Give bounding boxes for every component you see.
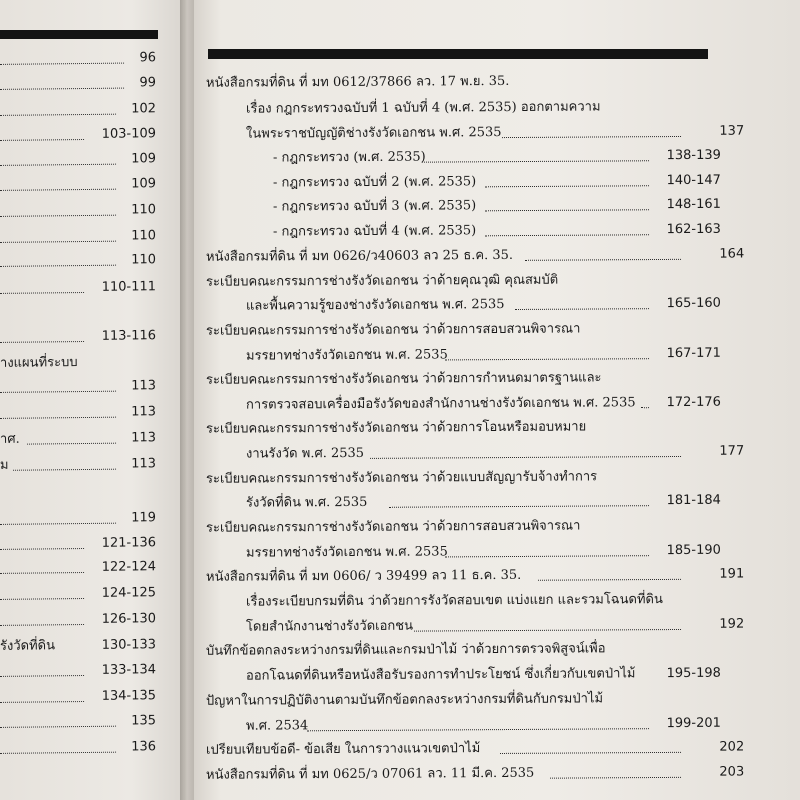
toc-entry — [206, 513, 784, 541]
leader-dots — [485, 185, 649, 187]
leader-dots — [0, 624, 84, 626]
toc-entry — [246, 94, 784, 121]
toc-entry-title: เปรียบเทียบข้อดี- ข้อเสีย ในการวางแนวเขตป่าไม้ — [205, 741, 481, 758]
toc-entry-page: 167-171 — [666, 345, 721, 362]
toc-entry-page: 164 — [719, 246, 745, 262]
toc-entry — [206, 365, 784, 393]
toc-entry-page: 140-147 — [666, 172, 721, 189]
leader-dots — [485, 234, 649, 236]
left-toc-entry — [0, 325, 170, 349]
left-entry-page: 113 — [131, 378, 157, 394]
toc-entry-title: หนังสือกรมที่ดิน ที่ มท 0606/ ว 39499 ลว 11 ธ.ค. 35. — [205, 567, 522, 585]
toc-entry-title: - กฎกระทรวง ฉบับที่ 3 (พ.ศ. 2535) — [272, 198, 477, 215]
left-entry-page: 136 — [131, 739, 157, 755]
toc-entry-title: หนังสือกรมที่ดิน ที่ มท 0626/ว40603 ลว 25 ธ.ค. 35. — [205, 247, 514, 265]
leader-dots — [0, 726, 116, 728]
left-toc-entry — [0, 375, 170, 399]
toc-entry — [206, 636, 784, 664]
left-toc-entry — [0, 453, 170, 477]
leader-dots — [0, 139, 84, 141]
toc-entry — [206, 464, 784, 492]
left-page — [0, 0, 188, 800]
left-entry-page: 103-109 — [101, 126, 157, 142]
leader-dots — [500, 752, 682, 754]
toc-entry — [246, 587, 784, 614]
toc-entry-page: 138-139 — [666, 147, 721, 164]
toc-entry-page: 203 — [719, 764, 745, 780]
left-toc-entry — [0, 173, 170, 197]
right-page — [184, 0, 800, 800]
toc-entry-page: 199-201 — [666, 715, 721, 732]
left-entry-page: 133-134 — [101, 662, 157, 678]
left-toc-entry — [0, 123, 170, 147]
left-toc-entry — [0, 401, 170, 425]
toc-entry-title: รังวัดที่ดิน พ.ศ. 2535 — [245, 494, 368, 511]
toc-entry-page: 172-176 — [666, 394, 721, 411]
toc-entry — [206, 316, 784, 344]
toc-entry-title: ระเบียบคณะกรรมการช่างรังวัดเอกชน ว่าด้ายคุณวุฒิ คุณสมบัติ — [205, 272, 559, 290]
toc-entry — [273, 217, 784, 244]
toc-entry-title: ระเบียบคณะกรรมการช่างรังวัดเอกชน ว่าด้วยการสอบสวนพิจารณา — [205, 321, 581, 339]
left-toc-entry — [0, 532, 170, 556]
toc-entry-page: 202 — [719, 739, 745, 755]
toc-entry — [246, 291, 784, 318]
leader-dots — [422, 160, 649, 162]
left-entry-page: 122-124 — [101, 559, 157, 575]
left-entry-title: างแผนที่ระบบ — [0, 355, 78, 371]
toc-entry — [206, 414, 784, 442]
toc-entry-page: 192 — [719, 616, 745, 632]
left-entry-page: 99 — [139, 75, 157, 91]
leader-dots — [0, 752, 116, 754]
left-entry-page: 110 — [131, 202, 157, 218]
leader-dots — [0, 675, 84, 677]
toc-entry — [246, 119, 784, 146]
left-entry-page: 126-130 — [101, 611, 157, 627]
leader-dots — [0, 572, 84, 574]
toc-entry — [206, 735, 784, 763]
left-toc-entry — [0, 608, 170, 632]
leader-dots — [414, 629, 682, 632]
toc-entry — [273, 192, 784, 219]
toc-entry-title: - กฎกระทรวง ฉบับที่ 2 (พ.ศ. 2535) — [272, 174, 477, 191]
left-entry-page: 124-125 — [101, 585, 157, 601]
toc-entry-title: พ.ศ. 2534 — [245, 718, 309, 734]
leader-dots — [0, 265, 116, 267]
left-header-rule — [0, 30, 158, 39]
toc-entry — [246, 439, 784, 466]
leader-dots — [641, 407, 649, 408]
book-gutter — [180, 0, 194, 800]
left-toc-entry — [0, 276, 170, 300]
left-toc-entry — [0, 710, 170, 734]
left-toc-entry — [0, 685, 170, 709]
toc-entry-title: ระเบียบคณะกรรมการช่างรังวัดเอกชน ว่าด้วยการสอบสวนพิจารณา — [205, 518, 581, 536]
toc-entry-page: 177 — [719, 443, 745, 459]
leader-dots — [445, 358, 648, 360]
left-entry-page: 110 — [131, 252, 157, 268]
toc-entry-page: 185-190 — [666, 542, 721, 559]
toc-entry — [246, 390, 784, 417]
toc-entry-title: มรรยาทช่างรังวัดเอกชน พ.ศ. 2535 — [245, 544, 448, 561]
toc-entry-title: หนังสือกรมที่ดิน ที่ มท 0625/ว 07061 ลว. 11 มี.ค. 2535 — [205, 765, 535, 783]
toc-entry-title: - กฎกระทรวง ฉบับที่ 4 (พ.ศ. 2535) — [272, 223, 477, 240]
toc-entry-title: มรรยาทช่างรังวัดเอกชน พ.ศ. 2535 — [245, 347, 448, 364]
leader-dots — [0, 417, 116, 419]
leader-dots — [0, 215, 116, 217]
left-entry-page: 113-116 — [101, 328, 157, 344]
left-toc-entry — [0, 225, 170, 249]
left-entry-page: 102 — [131, 101, 157, 117]
left-toc-entry — [0, 351, 170, 375]
left-entry-page: 130-133 — [101, 637, 157, 653]
left-toc-entry — [0, 148, 170, 172]
toc-entry-title: ในพระราชบัญญัติช่างรังวัดเอกชน พ.ศ. 2535 — [245, 125, 502, 142]
left-entry-page: 110-111 — [101, 279, 157, 295]
leader-dots — [0, 598, 84, 600]
leader-dots — [0, 241, 116, 243]
left-toc-entry — [0, 47, 170, 71]
left-entry-page: 113 — [131, 404, 157, 420]
toc-entry — [273, 168, 784, 195]
toc-entry-title: ระเบียบคณะกรรมการช่างรังวัดเอกชน ว่าด้วยแบบสัญญารับจ้างทำการ — [205, 469, 598, 487]
left-entry-title: รังวัดที่ดิน — [0, 638, 56, 654]
left-toc-entry — [0, 199, 170, 223]
toc-entry-page: 148-161 — [666, 196, 721, 213]
leader-dots — [525, 259, 681, 261]
leader-dots — [0, 114, 116, 116]
toc-entry — [206, 68, 784, 96]
toc-entry-title: ออกโฉนดที่ดินหรือหนังสือรับรองการทำประโยชน์ ซึ่งเกี่ยวกับเขตป่าไม้ — [245, 666, 636, 684]
toc-entry-page: 195-198 — [666, 665, 721, 682]
left-entry-title: าศ. — [0, 431, 20, 447]
left-toc-entry — [0, 736, 170, 760]
toc-entry-title: ระเบียบคณะกรรมการช่างรังวัดเอกชน ว่าด้วยการโอนหรือมอบหมาย — [205, 419, 587, 437]
toc-entry-title: หนังสือกรมที่ดิน ที่ มท 0612/37866 ลว. 17 พ.ย. 35. — [205, 73, 510, 91]
leader-dots — [307, 728, 649, 731]
left-toc-entry — [0, 98, 170, 122]
left-entry-page: 110 — [131, 228, 157, 244]
toc-entry — [246, 538, 784, 565]
leader-dots — [13, 469, 116, 471]
toc-entry — [273, 143, 784, 170]
toc-entry-title: เรื่อง กฎกระทรวงฉบับที่ 1 ฉบับที่ 4 (พ.ศ. 2535) ออกตามความ — [245, 99, 601, 117]
leader-dots — [0, 523, 116, 525]
left-entry-page: 96 — [139, 50, 157, 66]
left-toc-entry — [0, 659, 170, 683]
toc-entry — [206, 686, 784, 714]
left-entry-page: 121-136 — [101, 535, 157, 551]
leader-dots — [0, 63, 124, 65]
toc-entry-page: 137 — [719, 123, 745, 139]
toc-entry-title: โดยสำนักงานช่างรังวัดเอกชน — [245, 618, 413, 635]
leader-dots — [445, 555, 648, 557]
left-toc-entry — [0, 582, 170, 606]
leader-dots — [27, 443, 116, 445]
left-toc-entry — [0, 72, 170, 96]
left-entry-page: 113 — [131, 430, 157, 446]
toc-entry — [206, 267, 784, 295]
toc-entry-page: 181-184 — [666, 492, 721, 509]
toc-entry-title: ปัญหาในการปฏิบัติงานตามบันทึกข้อตกลงระหว่างกรมที่ดินกับกรมป่าไม้ — [205, 691, 604, 709]
leader-dots — [515, 308, 649, 310]
toc-entry-title: - กฎกระทรวง (พ.ศ. 2535) — [272, 149, 426, 166]
left-entry-title: ม — [0, 457, 9, 473]
leader-dots — [0, 292, 84, 294]
left-entry-page: 135 — [131, 713, 157, 729]
left-entry-page: 113 — [131, 456, 157, 472]
toc-entry — [246, 612, 784, 639]
left-toc-entry — [0, 634, 170, 658]
right-toc-list — [184, 0, 800, 800]
toc-entry-page: 165-160 — [666, 295, 721, 312]
leader-dots — [0, 164, 116, 166]
toc-entry-title: และพื้นความรู้ของช่างรังวัดเอกชน พ.ศ. 2535 — [245, 297, 505, 314]
left-toc-entry — [0, 427, 170, 451]
left-entry-page: 109 — [131, 151, 157, 167]
leader-dots — [0, 189, 116, 191]
leader-dots — [538, 579, 682, 581]
left-entry-page: 134-135 — [101, 688, 157, 704]
left-toc-entry — [0, 249, 170, 273]
leader-dots — [0, 701, 84, 703]
leader-dots — [389, 505, 649, 508]
toc-entry-page: 191 — [719, 566, 745, 582]
left-toc-entry — [0, 507, 170, 531]
leader-dots — [0, 548, 84, 550]
toc-entry-title: บันทึกข้อตกลงระหว่างกรมที่ดินและกรมป่าไม้ ว่าด้วยการตรวจพิสูจน์เพื่อ — [205, 641, 606, 659]
leader-dots — [485, 209, 649, 211]
leader-dots — [550, 777, 681, 779]
leader-dots — [0, 391, 116, 393]
left-entry-page: 119 — [131, 510, 157, 526]
toc-entry — [246, 661, 784, 688]
leader-dots — [370, 456, 682, 459]
toc-entry-title: ระเบียบคณะกรรมการช่างรังวัดเอกชน ว่าด้วยการกำหนดมาตรฐานและ — [205, 370, 602, 388]
toc-entry — [206, 242, 784, 270]
left-toc-entry — [0, 556, 170, 580]
toc-entry — [246, 488, 784, 515]
toc-entry — [206, 562, 784, 590]
toc-entry-page: 162-163 — [666, 221, 721, 238]
toc-entry-title: เรื่องระเบียบกรมที่ดิน ว่าด้วยการรังวัดสอบเขต แบ่งแยก และรวมโฉนดที่ดิน — [245, 592, 663, 610]
leader-dots — [0, 88, 124, 90]
leader-dots — [0, 341, 84, 343]
toc-entry — [246, 711, 784, 738]
toc-entry — [246, 341, 784, 368]
left-entry-page: 109 — [131, 176, 157, 192]
toc-entry — [206, 760, 784, 788]
toc-entry-title: งานรังวัด พ.ศ. 2535 — [245, 445, 365, 462]
leader-dots — [502, 136, 681, 138]
toc-entry-title: การตรวจสอบเครื่องมือรังวัดของสำนักงานช่างรังวัดเอกชน พ.ศ. 2535 — [245, 395, 636, 413]
